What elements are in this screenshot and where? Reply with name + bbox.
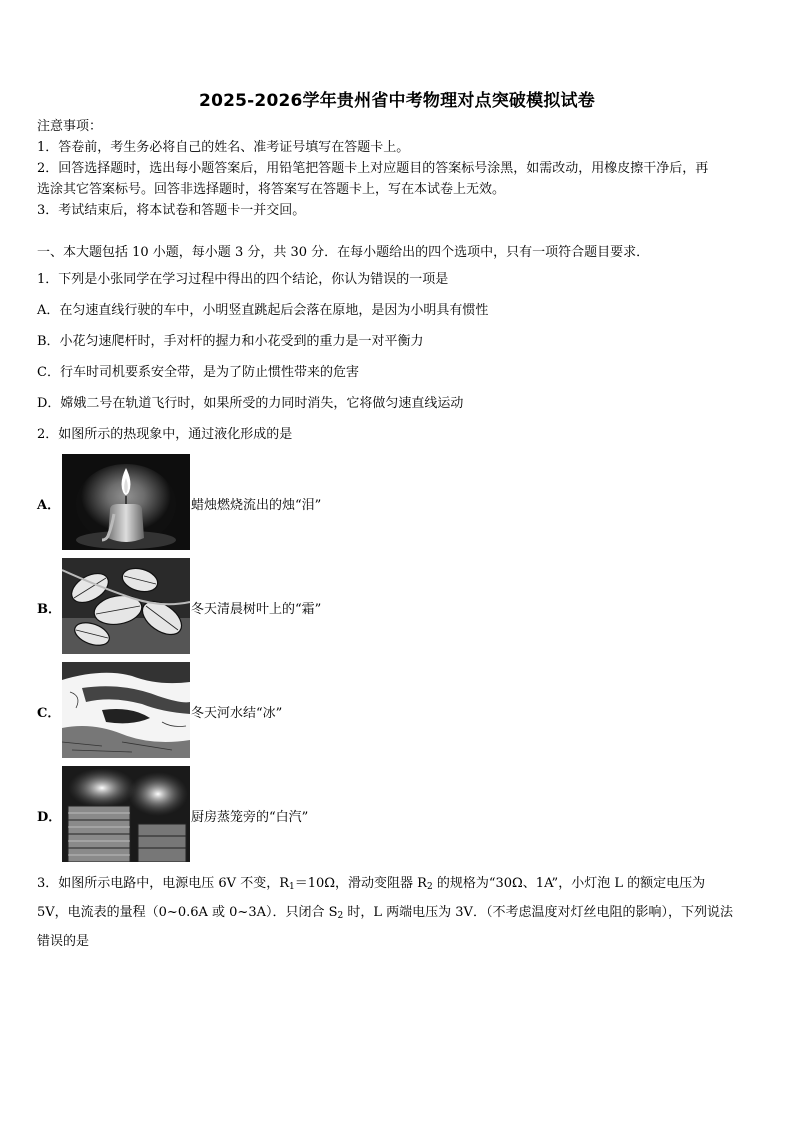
frost-leaf-photo-icon (62, 558, 190, 654)
option-c-label: C． (37, 706, 61, 721)
q3-subscript: 2 (426, 882, 433, 892)
steamer-photo-icon (62, 766, 190, 862)
q3-subscript: 2 (337, 911, 344, 921)
q3-text: 3．如图所示电路中，电源电压 6V 不变，R (37, 876, 289, 891)
page-title: 2025-2026学年贵州省中考物理对点突破模拟试卷 (199, 91, 595, 111)
question-3-line-2 (37, 903, 756, 926)
q3-text: 5V，电流表的量程（0~0.6A 或 0~3A）．只闭合 S (37, 905, 338, 920)
option-b-caption: 冬天清晨树叶上的“霜” (191, 602, 322, 617)
option-c-caption: 冬天河水结“冰” (191, 706, 283, 721)
option-b-label: B． (37, 602, 61, 617)
option-a-caption: 蜡烛燃烧流出的烛“泪” (191, 498, 322, 513)
candle-photo-icon (62, 454, 190, 550)
q3-text: ＝10Ω，滑动变阻器 R (294, 876, 427, 891)
frozen-river-photo-icon (62, 662, 190, 758)
question-1-option-b: B．小花匀速爬杆时，手对杆的握力和小花受到的重力是一对平衡力 (37, 334, 424, 349)
notice-heading: 注意事项： (37, 119, 103, 134)
option-d-caption: 厨房蒸笼旁的“白汽” (191, 810, 309, 825)
question-3-line-3: 错误的是 (37, 934, 90, 949)
question-1-option-c: C．行车时司机要系安全带，是为了防止惯性带来的危害 (37, 365, 359, 380)
q3-subscript: 1 (288, 882, 295, 892)
question-1-option-a: A．在匀速直线行驶的车中，小明竖直跳起后会落在原地，是因为小明具有惯性 (37, 303, 489, 318)
section-heading: 一、本大题包括 10 小题，每小题 3 分，共 30 分．在每小题给出的四个选项中，只有一项符合题目要求． (37, 245, 650, 260)
question-1-option-d: D．嫦娥二号在轨道飞行时，如果所受的力同时消失，它将做匀速直线运动 (37, 396, 464, 411)
notice-item: 选涂其它答案标号。回答非选择题时，将答案写在答题卡上，写在本试卷上无效。 (37, 182, 506, 197)
q3-text: 时，L 两端电压为 3V．（不考虑温度对灯丝电阻的影响），下列说法 (343, 905, 733, 920)
question-3-line-1 (37, 874, 756, 897)
option-d-label: D． (37, 810, 62, 825)
question-2-stem: 2．如图所示的热现象中，通过液化形成的是 (37, 427, 293, 442)
notice-item: 1．答卷前，考生务必将自己的姓名、准考证号填写在答题卡上。 (37, 140, 410, 155)
notice-item: 2．回答选择题时，选出每小题答案后，用铅笔把答题卡上对应题目的答案标号涂黑，如需改动，用橡皮擦干净后，再 (37, 161, 709, 176)
question-1-stem: 1．下列是小张同学在学习过程中得出的四个结论，你认为错误的一项是 (37, 272, 449, 287)
notice-item: 3．考试结束后，将本试卷和答题卡一并交回。 (37, 203, 306, 218)
option-a-label: A． (37, 498, 61, 513)
q3-text: 的规格为“30Ω、1A”，小灯泡 L 的额定电压为 (432, 876, 706, 891)
